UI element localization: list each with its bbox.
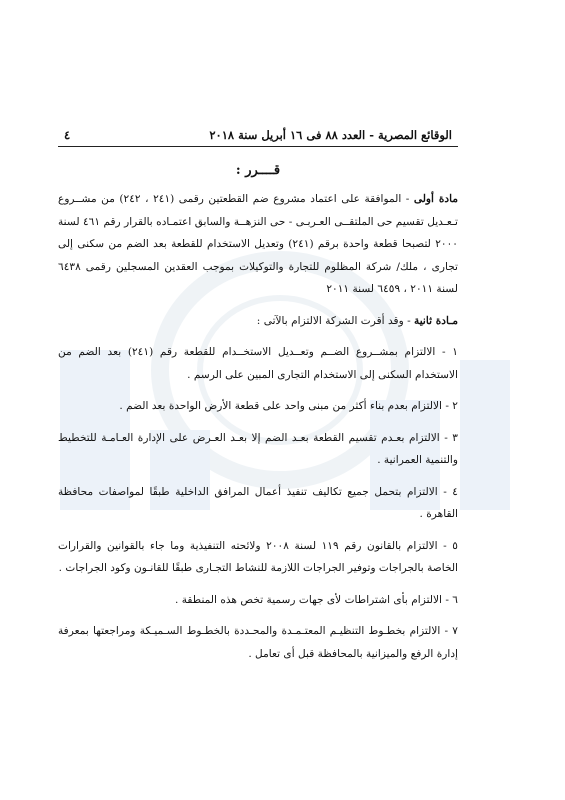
article-two-text: - وقد أقرت الشركة الالتزام بالآتى : — [256, 314, 415, 327]
obligation-item-7: ٧ - الالتزام بخطـوط التنظيـم المعتـمـدة والمحـددة بالخطـوط السـميـكة ومراجعتها بمعرفة إدارة الرفع والميزانية بالمحافظة قبل أى تعامل . — [58, 625, 458, 660]
obligation-item-3: ٣ - الالتزام بعـدم تقسيم القطعة بعـد الضم إلا بعـد العـرض على الإدارة العـامـة للتخطيط والتنمية العمرانية . — [58, 431, 458, 466]
obligation-item-6: ٦ - الالتزام بأى اشتراطات لأى جهات رسمية تخص هذه المنطقة . — [175, 593, 458, 606]
article-one-label: مادة أولى — [413, 193, 458, 205]
article-two — [58, 310, 458, 333]
obligation-item-5: ٥ - الالتزام بالقانون رقم ١١٩ لسنة ٢٠٠٨ ولائحته التنفيذية وما جاء بالقوانين والقرارات الخاصة بالجراجات وتوفير الجراجات اللازمة للنشاط التجـارى طبقًا للقانـون وكود الجراجات . — [58, 539, 458, 574]
obligation-item-2: ٢ - الالتزام بعدم بناء أكثر من مبنى واحد على قطعة الأرض الواحدة بعد الضم . — [119, 400, 458, 412]
header-title: الوقائع المصرية - العدد ٨٨ فى ١٦ أبريل سنة ٢٠١٨ — [209, 128, 452, 142]
obligation-item-4: ٤ - الالتزام بتحمل جميع تكاليف تنفيذ أعمال المرافق الداخلية طبقًا لمواصفات محافظة القاهرة . — [58, 485, 458, 520]
decision-title: قــــرر : — [235, 163, 281, 178]
page-number: ٤ — [64, 128, 71, 142]
page-header — [58, 128, 458, 146]
article-one — [58, 188, 458, 301]
obligation-item-1: ١ - الالتزام بمشــروع الضــم وتعــديل الاستخــدام للقطعة رقم (٢٤١) بعد الضم من الاستخدام السكنى إلى الاستخدام التجارى المبين على الرسم . — [58, 346, 458, 381]
article-one-text: - الموافقة على اعتماد مشروع ضم القطعتين رقمى (٢٤١ ، ٢٤٢) من مشــروع تـعـديل تقسيم حى الملتقــى العـربـى - حى النزهــة والسابق اعتمـاده بالقرار رقم ٤٦١ لسنة ٢٠٠٠ لتصبحا قطعة واحدة برقم (٢٤١) وتعديل الاستخدام للقطعة بعد الضم من سكنى إلى تجارى ، ملك/ شركة المظلوم للتجارة والتوكيلات بموجب العقدين المسجلين رقمى ٦٤٣٨ لسنة ٢٠١١ ، ٦٤٥٩ لسنة ٢٠١١ — [58, 193, 458, 295]
header-rule — [58, 146, 458, 147]
document-page — [58, 128, 458, 674]
article-two-label: مـادة ثانية — [414, 314, 458, 327]
